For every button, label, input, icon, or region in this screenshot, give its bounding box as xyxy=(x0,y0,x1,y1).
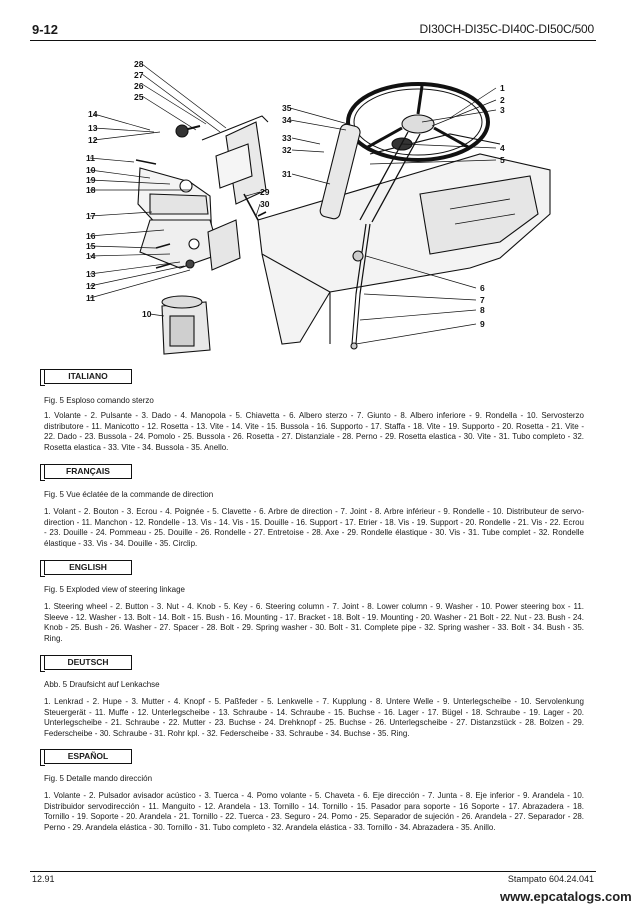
callout-19: 19 xyxy=(86,175,96,185)
lang-heading-deutsch: DEUTSCH xyxy=(44,655,132,670)
callout-4: 4 xyxy=(500,143,505,153)
callout-10: 10 xyxy=(86,165,96,175)
figure-caption-espanol: Fig. 5 Detalle mando dirección xyxy=(44,774,153,783)
callout-2: 2 xyxy=(500,95,505,105)
callout-5: 5 xyxy=(500,155,505,165)
callout-30: 30 xyxy=(260,199,270,209)
figure-caption-deutsch: Abb. 5 Draufsicht auf Lenkachse xyxy=(44,680,160,689)
callout-26: 26 xyxy=(134,81,144,91)
callout-15: 15 xyxy=(86,241,96,251)
callout-35: 35 xyxy=(282,103,292,113)
callout-11b: 11 xyxy=(86,293,95,303)
model-range: DI30CH-DI35C-DI40C-DI50C/500 xyxy=(419,22,594,36)
page-number: 9-12 xyxy=(32,22,59,37)
figure-caption-francais: Fig. 5 Vue éclatée de la commande de direction xyxy=(44,490,214,499)
callout-16: 16 xyxy=(86,231,96,241)
callout-27: 27 xyxy=(134,70,144,80)
parts-list-espanol: 1. Volante - 2. Pulsador avisador acústico - 3. Tuerca - 4. Pomo volante - 5. Chaveta - 6. Eje dirección - 7. Junta - 8. Eje inferior - 9. Arandela - 10. Distribuidor servodirección - 11. Manguito - 12. Arandela - 13. Tornillo - 14. Tornillo - 15. Pasador para soporte - 16 Soporte - 17. Abrazadera - 18. Tornillo - 19. Soporte - 20. Arandela - 21. Tornillo - 22. Tuerca - 23. Seguro - 24. Pomo - 25. Separador de sujeción - 26. Arandela - 27. Separador - 28. Perno - 29. Arandela elástica - 30. Tornillo - 31. Tubo completo - 32. Arandela elástica - 33. Tornillo - 34. Abrazadera - 35. Anillo. xyxy=(44,791,584,832)
parts-list-italiano: 1. Volante - 2. Pulsante - 3. Dado - 4. Manopola - 5. Chiavetta - 6. Albero sterzo - 7. Giunto - 8. Albero inferiore - 9. Rondella - 10. Servosterzo distributore - 11. Manicotto - 12. Rosetta - 13. Vite - 14. Vite - 15. Bussola - 16. Supporto - 17. Staffa - 18. Vite - 19. Supporto - 20. Rosetta - 21. Vite - 22. Dado - 23. Bussola - 24. Pomolo - 25. Bussola - 26. Rosetta - 27. Distanziale - 28. Perno - 29. Rosetta elastica - 30. Vite - 31. Tubo completo - 32. Rosetta elastica - 33. Vite - 34. Bussola - 35. Anello. xyxy=(44,411,584,452)
callout-1: 1 xyxy=(500,83,505,93)
lang-heading-espanol: ESPAÑOL xyxy=(44,749,132,764)
callout-29: 29 xyxy=(260,187,270,197)
figure-caption-italiano: Fig. 5 Esploso comando sterzo xyxy=(44,396,154,405)
footer-rule xyxy=(30,871,596,872)
callout-13: 13 xyxy=(88,123,98,133)
footer-print-ref: Stampato 604.24.041 xyxy=(507,874,594,884)
callout-10b: 10 xyxy=(142,309,152,319)
watermark-text: www.epcatalogs.com xyxy=(500,889,632,904)
callout-28: 28 xyxy=(134,59,144,69)
callout-6: 6 xyxy=(480,283,485,293)
figure-caption-english: Fig. 5 Exploded view of steering linkage xyxy=(44,585,185,594)
parts-list-english: 1. Steering wheel - 2. Button - 3. Nut - 4. Knob - 5. Key - 6. Steering column - 7. Joint - 8. Lower column - 9. Washer - 10. Power steering box - 11. Sleeve - 12. Washer - 13. Bolt - 14. Bolt - 15. Bush - 16. Mounting - 17. Bracket - 18. Bolt - 19. Mounting - 20. Washer - 21 Bolt - 22. Nut - 23. Bush - 24. Knob - 25. Bush - 26. Washer - 27. Spacer - 28. Bolt - 29. Spring washer - 30. Bolt - 31. Complete pipe - 32. Spring washer - 33. Bolt - 34. Bush - 35. Ring. xyxy=(44,602,584,643)
callout-14: 14 xyxy=(88,109,98,119)
lang-heading-francais: FRANÇAIS xyxy=(44,464,132,479)
callout-31: 31 xyxy=(282,169,292,179)
parts-list-deutsch: 1. Lenkrad - 2. Hupe - 3. Mutter - 4. Knopf - 5. Paßfeder - 5. Lenkwelle - 7. Kupplung - 8. Untere Welle - 9. Unterlegscheibe - 10. Servolenkung Steuergerät - 11. Muffe - 12. Unterlegscheibe - 13. Schraube - 14. Schraube - 15. Buchse - 16. Lager - 17. Bügel - 18. Schraube - 19. Lager - 20. Unterlegscheibe - 21. Schraube - 22. Mutter - 23. Buchse - 24. Drehknopf - 25. Buchse - 26. Unterlegscheibe - 27. Distanzstück - 28. Bolzen - 29. Federscheibe - 30. Schraube - 31. Rohr kpl. - 32. Federscheibe - 33. Schraube - 34. Buchse - 35. Ring. xyxy=(44,697,584,738)
callout-18: 18 xyxy=(86,185,96,195)
header-rule xyxy=(30,40,596,41)
lang-heading-italiano: ITALIANO xyxy=(44,369,132,384)
callout-12: 12 xyxy=(88,135,98,145)
lang-heading-english: ENGLISH xyxy=(44,560,132,575)
callout-14b: 14 xyxy=(86,251,96,261)
callout-12b: 12 xyxy=(86,281,96,291)
callout-33: 33 xyxy=(282,133,292,143)
footer-date: 12.91 xyxy=(32,874,55,884)
callout-34: 34 xyxy=(282,115,292,125)
callout-13b: 13 xyxy=(86,269,96,279)
callout-9: 9 xyxy=(480,319,485,329)
callout-3: 3 xyxy=(500,105,505,115)
callout-11: 11 xyxy=(86,153,95,163)
callout-7: 7 xyxy=(480,295,485,305)
callout-17: 17 xyxy=(86,211,96,221)
callout-8: 8 xyxy=(480,305,485,315)
callout-25: 25 xyxy=(134,92,144,102)
callout-32: 32 xyxy=(282,145,292,155)
parts-list-francais: 1. Volant - 2. Bouton - 3. Ecrou - 4. Poignée - 5. Clavette - 6. Arbre de direction - 7. Joint - 8. Arbre inférieur - 9. Rondelle - 10. Distributeur de servo-direction - 11. Manchon - 12. Rondelle - 13. Vis - 14. Vis - 15. Douille - 16. Support - 17. Etrier - 18. Vis - 19. Support - 20. Rondelle - 21. Vis - 22. Ecrou - 23. Douille - 24. Pommeau - 25. Douille - 26. Rondelle - 27. Entretoise - 28. Axe - 29. Rondelle élastique - 30. Vis - 31. Tube complet - 32. Rondelle élastique - 33. Vis - 34. Douille - 35. Circlip. xyxy=(44,507,584,548)
exploded-view-diagram xyxy=(30,44,596,364)
